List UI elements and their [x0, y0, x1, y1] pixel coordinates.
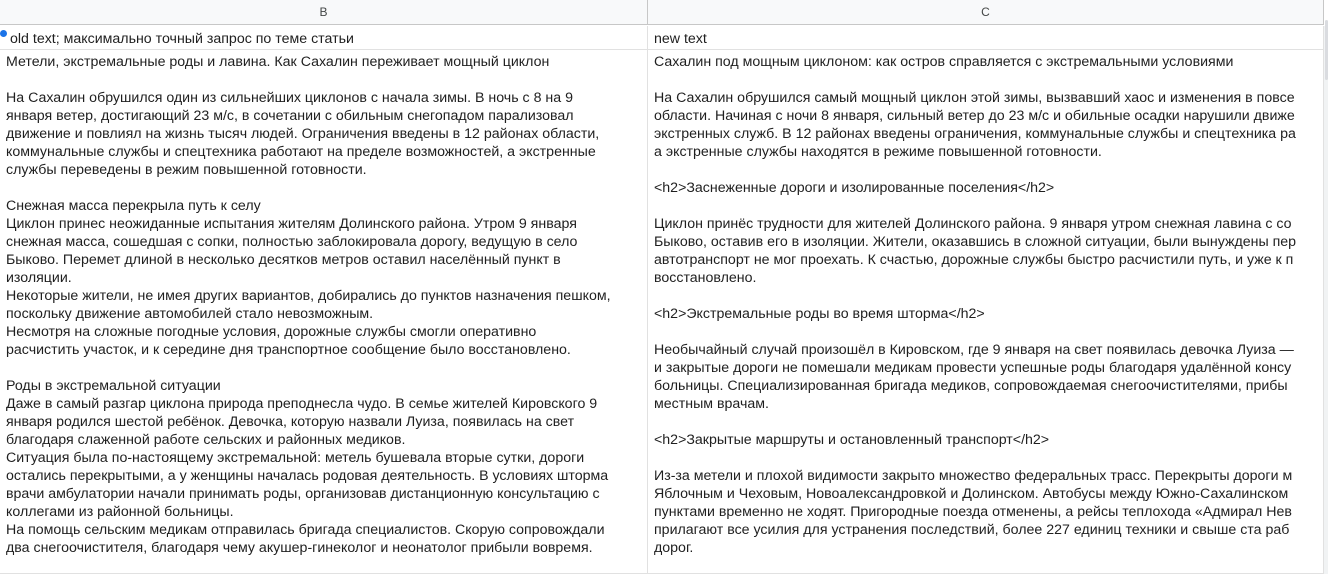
selection-cursor-handle[interactable] [0, 30, 7, 37]
text-line: врачи амбулатории начали принимать роды, организовав дистанционную консультацию с [6, 486, 600, 502]
text-line: Сахалин под мощным циклоном: как остров справляется с экстремальными условиями [654, 54, 1234, 70]
text-line: больницы. Специализированная бригада медиков, сопровождаемая снегоочистителями, прибы [654, 378, 1288, 394]
text-line: движение и повлиял на жизнь тысяч людей. Ограничения введены в 12 районах области, [6, 126, 600, 142]
text-line: службы переведены в режим повышенной готовности. [6, 162, 367, 178]
column-header-b[interactable]: B [0, 0, 648, 25]
text-line: Некоторые жители, не имея других вариантов, добирались до пунктов назначения пешком, [6, 288, 611, 304]
text-line: а экстренные службы находятся в режиме повышенной готовности. [654, 144, 1102, 160]
cell-c2-new-text[interactable] [648, 50, 1324, 574]
text-line: Ситуация была по-настоящему экстремальной: метель бушевала вторые сутки, дороги [6, 450, 585, 466]
text-line: два снегоочистителя, благодаря чему акушер-гинеколог и неонатолог прибыли вовремя. [6, 540, 593, 556]
text-line: поскольку движение автомобилей стало невозможным. [6, 306, 374, 322]
text-line: благодаря слаженной работе сельских и районных медиков. [6, 432, 406, 448]
text-line: дорог. [654, 540, 694, 556]
text-line: Роды в экстремальной ситуации [6, 378, 221, 394]
text-line: остались перекрытыми, а у женщины началась родовая деятельность. В условиях шторма [6, 468, 609, 484]
text-line: <h2>Экстремальные роды во время шторма</h2> [654, 306, 985, 322]
text-line: Циклон принёс трудности для жителей Долинского района. 9 января утром снежная лавина с со [654, 216, 1292, 232]
text-line: Яблочным и Чеховым, Новоалександровкой и Долинском. Автобусы между Южно-Сахалинском [654, 486, 1289, 502]
text-line [6, 71, 641, 89]
cell-c1[interactable]: new text [648, 26, 1324, 50]
text-line: На Сахалин обрушился самый мощный циклон этой зимы, вызвавший хаос и изменения в повсе [654, 90, 1295, 106]
cell-b2-old-text[interactable] [0, 50, 648, 574]
text-line [654, 197, 1317, 215]
text-line: Метели, экстремальные роды и лавина. Как Сахалин переживает мощный циклон [6, 54, 550, 70]
text-line [654, 71, 1317, 89]
text-line: коммунальные службы и спецтехника работают на пределе возможностей, а экстренные [6, 144, 596, 160]
text-line: Необычайный случай произошёл в Кировском, где 9 января на свет появилась девочка Луиза — [654, 342, 1294, 358]
text-line: пунктами временно не ходят. Пригородные поезда отменены, а рейсы теплохода «Адмирал Нев [654, 504, 1292, 520]
text-line: Быково, оставив его в изоляции. Жители, оказавшись в сложной ситуации, были вынуждены пер [654, 234, 1297, 250]
text-line: изоляции. [6, 270, 72, 286]
text-line: Быково. Перемет длиной в несколько десятков метров оставил населённый пункт в [6, 252, 561, 268]
text-line: снежная масса, сошедшая с сопки, полностью заблокировала дорогу, ведущую в село [6, 234, 578, 250]
text-line: <h2>Заснеженные дороги и изолированные поселения</h2> [654, 180, 1055, 196]
text-line [654, 287, 1317, 305]
text-line [6, 359, 641, 377]
text-line: восстановлено. [654, 270, 757, 286]
text-line: местным врачам. [654, 396, 769, 412]
text-line: На Сахалин обрушился один из сильнейших циклонов с начала зимы. В ночь с 8 на 9 [6, 90, 573, 106]
text-line: На помощь сельским медикам отправилась бригада специалистов. Скорую сопровождали [6, 522, 605, 538]
text-line: расчистить участок, и к середине дня транспортное сообщение было восстановлено. [6, 342, 571, 358]
text-line [654, 413, 1317, 431]
text-line: автотранспорт не мог проехать. К счастью, дорожные службы быстро расчистили путь, и уже к п [654, 252, 1294, 268]
text-line: Циклон принес неожиданные испытания жителям Долинского района. Утром 9 января [6, 216, 577, 232]
text-line [654, 449, 1317, 467]
text-line: Даже в самый разгар циклона природа преподнесла чудо. В семье жителей Кировского 9 [6, 396, 598, 412]
text-line [6, 179, 641, 197]
text-line: января ветер, достигающий 23 м/с, в сочетании с обильным снегопадом парализовал [6, 108, 574, 124]
text-line: экстренных служб. В 12 районах введены ограничения, коммунальные службы и спецтехника ра [654, 126, 1296, 142]
text-line [654, 323, 1317, 341]
text-line: <h2>Закрытые маршруты и остановленный транспорт</h2> [654, 432, 1050, 448]
vertical-scrollbar[interactable] [1324, 26, 1328, 574]
text-line: Снежная масса перекрыла путь к селу [6, 198, 261, 214]
text-line: Несмотря на сложные погодные условия, дорожные службы смогли оперативно [6, 324, 537, 340]
text-line [654, 161, 1317, 179]
text-line: области. Начиная с ночи 8 января, сильный ветер до 23 м/с и обильные осадки нарушили движе [654, 108, 1295, 124]
text-line: января родился шестой ребёнок. Девочка, которую назвали Луиза, появилась на свет [6, 414, 575, 430]
text-line: коллегами из районной больницы. [6, 504, 234, 520]
cell-b1[interactable]: old text; максимально точный запрос по теме статьи [0, 26, 648, 50]
column-header-c[interactable]: C [648, 0, 1324, 25]
text-line: прилагают все усилия для устранения последствий, более 227 единиц техники и свыше ста раб [654, 522, 1290, 538]
text-line: Из-за метели и плохой видимости закрыто множество федеральных трасс. Перекрыты дороги м [654, 468, 1293, 484]
text-line: и закрытые дороги не помешали медикам провести успешные роды благодаря удалённой консу [654, 360, 1292, 376]
